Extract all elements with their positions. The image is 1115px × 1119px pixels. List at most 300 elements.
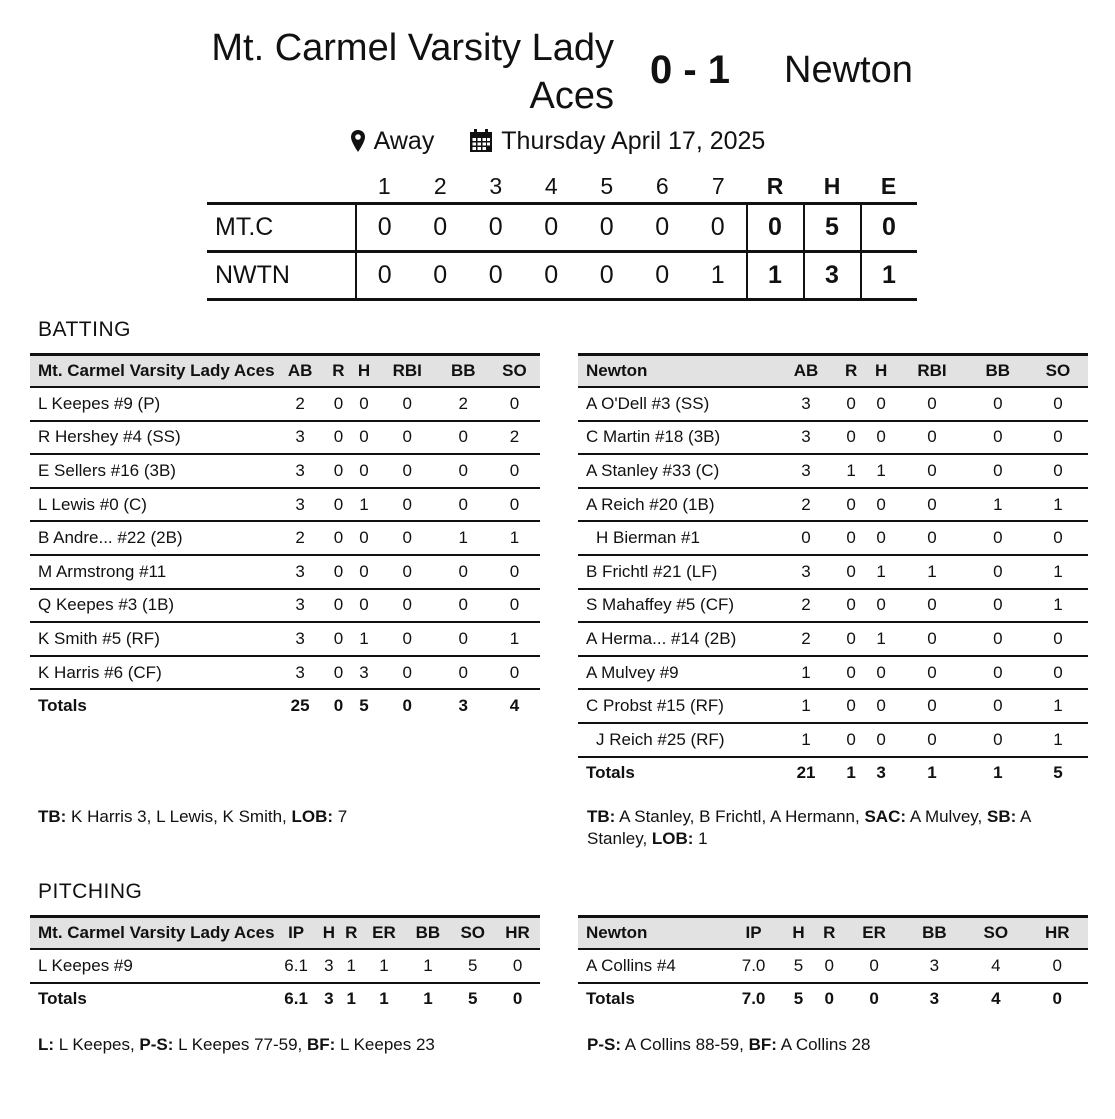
stat-value: 0: [968, 387, 1028, 421]
stat-value: 3: [275, 421, 326, 455]
player-row: [578, 949, 1088, 983]
stat-value: 0: [351, 421, 377, 455]
player-row: [30, 555, 540, 589]
note-key: TB:: [38, 807, 67, 826]
stat-value: 0: [968, 555, 1028, 589]
away-pitching-table: [578, 915, 1088, 1015]
errors-total: 0: [861, 204, 917, 252]
stat-value: 3: [275, 656, 326, 690]
player-name: A Collins #4: [578, 949, 724, 983]
inning-score: 1: [690, 252, 747, 300]
player-name: A Stanley #33 (C): [578, 454, 776, 488]
stat-value: 0: [489, 488, 540, 522]
player-row: [30, 387, 540, 421]
note-key: P-S:: [139, 1035, 174, 1054]
date-info: [469, 124, 765, 158]
stat-value: 0: [968, 521, 1028, 555]
stat-column-header: RBI: [377, 355, 438, 388]
stat-value: 1: [351, 622, 377, 656]
totals-label: Totals: [578, 757, 776, 790]
total-value: 5: [783, 983, 814, 1016]
player-name: R Hershey #4 (SS): [30, 421, 275, 455]
inning-score: 0: [635, 204, 691, 252]
line-score-table: [207, 170, 917, 301]
total-value: 0: [1027, 983, 1088, 1016]
note-text: 1: [693, 829, 708, 848]
player-row: [578, 555, 1088, 589]
player-name: A Herma... #14 (2B): [578, 622, 776, 656]
stat-value: 0: [1028, 521, 1088, 555]
stat-value: 0: [866, 421, 896, 455]
inning-score: 0: [413, 204, 469, 252]
total-value: 5: [1028, 757, 1088, 790]
player-row: [30, 521, 540, 555]
stat-value: 0: [438, 488, 489, 522]
stat-value: 0: [1028, 656, 1088, 690]
stat-value: 3: [776, 421, 836, 455]
stat-value: 0: [866, 656, 896, 690]
inning-header: 3: [468, 170, 524, 204]
stat-value: 0: [845, 949, 904, 983]
stat-value: 1: [340, 949, 362, 983]
hits-header: H: [804, 170, 861, 204]
stat-value: 2: [776, 488, 836, 522]
stat-value: 0: [377, 387, 438, 421]
stat-value: 0: [495, 949, 540, 983]
player-name: A O'Dell #3 (SS): [578, 387, 776, 421]
stat-value: 0: [896, 488, 968, 522]
totals-row: [578, 983, 1088, 1016]
stat-value: 0: [968, 656, 1028, 690]
player-name: K Smith #5 (RF): [30, 622, 275, 656]
stat-column-header: SO: [965, 917, 1026, 950]
stat-value: 0: [866, 521, 896, 555]
runs-total: 1: [747, 252, 804, 300]
note-text: A Collins 28: [776, 1035, 871, 1054]
total-value: 1: [896, 757, 968, 790]
stat-value: 3: [351, 656, 377, 690]
stat-value: 2: [776, 622, 836, 656]
player-row: [578, 421, 1088, 455]
stat-value: 0: [377, 555, 438, 589]
stat-value: 0: [326, 454, 352, 488]
stat-value: 1: [489, 622, 540, 656]
home-batting-table: [30, 353, 540, 722]
stat-value: 0: [377, 421, 438, 455]
inning-header: 6: [635, 170, 691, 204]
stat-value: 0: [814, 949, 845, 983]
inning-score: 0: [356, 204, 413, 252]
note-key: SB:: [986, 807, 1017, 826]
note-text: A Collins 88-59,: [621, 1035, 749, 1054]
stat-value: 1: [866, 622, 896, 656]
player-row: [578, 723, 1088, 757]
note-key: LOB:: [291, 807, 334, 826]
total-value: 4: [489, 689, 540, 722]
stat-value: 1: [351, 488, 377, 522]
stat-value: 0: [377, 622, 438, 656]
note-key: BF:: [748, 1035, 777, 1054]
total-value: 1: [836, 757, 866, 790]
player-name: M Armstrong #11: [30, 555, 275, 589]
stat-value: 1: [1028, 589, 1088, 623]
calendar-icon: [469, 129, 493, 153]
player-row: [30, 656, 540, 690]
stat-value: 0: [489, 589, 540, 623]
stat-column-header: SO: [450, 917, 495, 950]
inning-score: 0: [468, 252, 524, 300]
stat-value: 1: [438, 521, 489, 555]
stat-value: 0: [377, 521, 438, 555]
player-name: J Reich #25 (RF): [578, 723, 776, 757]
stat-value: 3: [776, 555, 836, 589]
inning-header: 7: [690, 170, 747, 204]
stat-value: 0: [1027, 949, 1088, 983]
totals-row: [30, 983, 540, 1016]
inning-score: 0: [524, 252, 580, 300]
stat-value: 1: [362, 949, 405, 983]
stat-value: 0: [351, 387, 377, 421]
stat-value: 0: [866, 689, 896, 723]
player-row: [30, 488, 540, 522]
note-key: LOB:: [651, 829, 694, 848]
player-row: [578, 454, 1088, 488]
line-score-team: MT.C: [207, 204, 356, 252]
stat-value: 0: [438, 656, 489, 690]
stat-value: 4: [965, 949, 1026, 983]
total-value: 1: [968, 757, 1028, 790]
inning-score: 0: [524, 204, 580, 252]
stat-value: 0: [1028, 454, 1088, 488]
player-name: A Mulvey #9: [578, 656, 776, 690]
stat-value: 0: [968, 689, 1028, 723]
inning-header: 2: [413, 170, 469, 204]
stat-value: 3: [275, 589, 326, 623]
stats-header-row: [578, 917, 1088, 950]
away-pitching-notes: [587, 1034, 1092, 1056]
player-name: L Lewis #0 (C): [30, 488, 275, 522]
team-name-header: Mt. Carmel Varsity Lady Aces: [30, 355, 275, 388]
inning-score: 0: [468, 204, 524, 252]
game-meta: [0, 124, 1115, 162]
total-value: 1: [340, 983, 362, 1016]
player-name: Q Keepes #3 (1B): [30, 589, 275, 623]
stat-value: 5: [450, 949, 495, 983]
total-value: 0: [326, 689, 352, 722]
stat-column-header: IP: [724, 917, 783, 950]
player-row: [578, 656, 1088, 690]
note-key: P-S:: [587, 1035, 621, 1054]
note-key: L:: [38, 1035, 55, 1054]
errors-header: E: [861, 170, 917, 204]
stat-value: 0: [326, 387, 352, 421]
player-name: B Andre... #22 (2B): [30, 521, 275, 555]
total-value: 1: [362, 983, 405, 1016]
stat-value: 0: [896, 689, 968, 723]
player-row: [30, 622, 540, 656]
totals-row: [30, 689, 540, 722]
player-row: [30, 421, 540, 455]
stat-column-header: H: [351, 355, 377, 388]
hits-total: 3: [804, 252, 861, 300]
stat-value: 0: [438, 622, 489, 656]
game-score: 0 - 1: [650, 48, 731, 92]
stat-column-header: AB: [275, 355, 326, 388]
stat-column-header: IP: [275, 917, 318, 950]
line-score-row: [207, 252, 917, 300]
player-row: [578, 589, 1088, 623]
stat-value: 1: [866, 454, 896, 488]
stat-value: 0: [896, 521, 968, 555]
stat-value: 1: [836, 454, 866, 488]
stat-value: 0: [351, 589, 377, 623]
stat-value: 0: [836, 589, 866, 623]
stat-value: 1: [776, 656, 836, 690]
total-value: 21: [776, 757, 836, 790]
stat-value: 0: [326, 622, 352, 656]
inning-score: 0: [635, 252, 691, 300]
stat-value: 0: [326, 656, 352, 690]
stat-column-header: R: [836, 355, 866, 388]
stat-value: 0: [489, 387, 540, 421]
pitching-section-title: PITCHING: [38, 880, 143, 903]
stat-value: 0: [326, 589, 352, 623]
stat-value: 0: [377, 656, 438, 690]
stat-value: 0: [896, 387, 968, 421]
location-info: [350, 124, 435, 158]
away-batting-table: [578, 353, 1088, 789]
player-name: H Bierman #1: [578, 521, 776, 555]
runs-header: R: [747, 170, 804, 204]
inning-score: 0: [413, 252, 469, 300]
totals-label: Totals: [30, 983, 275, 1016]
note-text: A Stanley,: [587, 807, 1031, 848]
stat-value: 0: [489, 555, 540, 589]
stat-column-header: R: [340, 917, 362, 950]
total-value: 4: [965, 983, 1026, 1016]
stat-value: 0: [836, 488, 866, 522]
note-text: K Harris 3, L Lewis, K Smith,: [66, 807, 292, 826]
stat-value: 3: [275, 622, 326, 656]
stat-value: 0: [896, 454, 968, 488]
stat-value: 0: [351, 555, 377, 589]
inning-score: 0: [690, 204, 747, 252]
stat-value: 0: [836, 723, 866, 757]
map-pin-icon: [350, 129, 366, 153]
inning-header: 4: [524, 170, 580, 204]
stat-value: 0: [489, 656, 540, 690]
stat-value: 1: [406, 949, 451, 983]
inning-score: 0: [356, 252, 413, 300]
player-row: [578, 488, 1088, 522]
stat-value: 0: [968, 723, 1028, 757]
player-row: [578, 387, 1088, 421]
stat-value: 0: [866, 589, 896, 623]
total-value: 3: [318, 983, 340, 1016]
stat-value: 0: [351, 521, 377, 555]
player-name: K Harris #6 (CF): [30, 656, 275, 690]
total-value: 1: [406, 983, 451, 1016]
stat-column-header: HR: [495, 917, 540, 950]
stat-column-header: H: [866, 355, 896, 388]
line-score-row: [207, 204, 917, 252]
player-row: [30, 454, 540, 488]
stat-value: 3: [318, 949, 340, 983]
stat-value: 0: [836, 689, 866, 723]
stat-value: 2: [275, 521, 326, 555]
total-value: 5: [450, 983, 495, 1016]
stat-value: 0: [896, 656, 968, 690]
stat-value: 0: [438, 454, 489, 488]
note-text: L Keepes,: [54, 1035, 140, 1054]
totals-row: [578, 757, 1088, 790]
stat-value: 1: [1028, 689, 1088, 723]
note-key: BF:: [307, 1035, 336, 1054]
stat-value: 0: [866, 488, 896, 522]
player-row: [578, 521, 1088, 555]
stat-value: 1: [1028, 555, 1088, 589]
player-name: L Keepes #9 (P): [30, 387, 275, 421]
stat-value: 1: [866, 555, 896, 589]
stat-column-header: ER: [362, 917, 405, 950]
player-name: C Probst #15 (RF): [578, 689, 776, 723]
stat-value: 0: [968, 421, 1028, 455]
stat-value: 0: [377, 454, 438, 488]
stat-value: 0: [377, 488, 438, 522]
stat-value: 0: [326, 521, 352, 555]
away-batting-notes: [587, 806, 1092, 850]
player-name: A Reich #20 (1B): [578, 488, 776, 522]
stat-value: 2: [438, 387, 489, 421]
stat-column-header: SO: [1028, 355, 1088, 388]
home-team-name: Mt. Carmel Varsity Lady Aces: [211, 27, 614, 117]
stat-value: 1: [776, 689, 836, 723]
stat-value: 0: [896, 622, 968, 656]
stat-value: 0: [866, 387, 896, 421]
stat-value: 0: [776, 521, 836, 555]
total-value: 25: [275, 689, 326, 722]
stat-value: 0: [836, 622, 866, 656]
line-score-header: [207, 170, 917, 204]
stat-value: 3: [275, 488, 326, 522]
stat-column-header: ER: [845, 917, 904, 950]
note-key: TB:: [587, 807, 616, 826]
stat-value: 0: [438, 589, 489, 623]
stat-value: 5: [783, 949, 814, 983]
stat-value: 0: [489, 454, 540, 488]
home-batting-notes: [38, 806, 538, 828]
stat-value: 0: [351, 454, 377, 488]
stat-value: 0: [836, 555, 866, 589]
stat-column-header: R: [326, 355, 352, 388]
player-name: L Keepes #9: [30, 949, 275, 983]
away-team-name: Newton: [784, 49, 913, 91]
total-value: 3: [438, 689, 489, 722]
hits-total: 5: [804, 204, 861, 252]
total-value: 5: [351, 689, 377, 722]
stat-value: 2: [489, 421, 540, 455]
stat-value: 6.1: [275, 949, 318, 983]
stats-header-row: [578, 355, 1088, 388]
stats-header-row: [30, 917, 540, 950]
stat-value: 0: [836, 421, 866, 455]
stat-value: 0: [326, 555, 352, 589]
total-value: 0: [845, 983, 904, 1016]
stat-column-header: H: [783, 917, 814, 950]
stat-column-header: RBI: [896, 355, 968, 388]
stat-value: 1: [489, 521, 540, 555]
note-text: 7: [333, 807, 348, 826]
stat-value: 0: [1028, 622, 1088, 656]
stat-value: 0: [1028, 421, 1088, 455]
line-score-team-header: [207, 170, 356, 204]
totals-label: Totals: [30, 689, 275, 722]
stat-value: 0: [438, 421, 489, 455]
stat-value: 2: [275, 387, 326, 421]
inning-header: 5: [579, 170, 635, 204]
stat-value: 0: [326, 421, 352, 455]
player-row: [30, 589, 540, 623]
stat-value: 0: [836, 521, 866, 555]
total-value: 7.0: [724, 983, 783, 1016]
total-value: 3: [904, 983, 965, 1016]
stat-value: 0: [968, 589, 1028, 623]
stat-column-header: BB: [968, 355, 1028, 388]
stat-value: 3: [275, 454, 326, 488]
player-name: C Martin #18 (3B): [578, 421, 776, 455]
total-value: 0: [495, 983, 540, 1016]
stat-value: 0: [866, 723, 896, 757]
stat-value: 7.0: [724, 949, 783, 983]
player-name: S Mahaffey #5 (CF): [578, 589, 776, 623]
stat-column-header: BB: [438, 355, 489, 388]
home-pitching-notes: [38, 1034, 548, 1056]
errors-total: 1: [861, 252, 917, 300]
inning-header: 1: [356, 170, 413, 204]
stat-value: 0: [896, 723, 968, 757]
totals-label: Totals: [578, 983, 724, 1016]
stat-column-header: BB: [406, 917, 451, 950]
stat-value: 0: [968, 454, 1028, 488]
stat-value: 3: [904, 949, 965, 983]
player-row: [578, 622, 1088, 656]
player-row: [578, 689, 1088, 723]
stat-column-header: BB: [904, 917, 965, 950]
stat-value: 1: [968, 488, 1028, 522]
note-text: L Keepes 23: [335, 1035, 435, 1054]
stat-value: 0: [896, 589, 968, 623]
stat-value: 0: [1028, 387, 1088, 421]
total-value: 6.1: [275, 983, 318, 1016]
stat-column-header: HR: [1027, 917, 1088, 950]
stat-value: 1: [1028, 723, 1088, 757]
stat-value: 1: [896, 555, 968, 589]
stat-value: 0: [896, 421, 968, 455]
line-score-team: NWTN: [207, 252, 356, 300]
stat-column-header: H: [318, 917, 340, 950]
total-value: 0: [377, 689, 438, 722]
stat-value: 0: [438, 555, 489, 589]
stat-column-header: AB: [776, 355, 836, 388]
stat-value: 1: [776, 723, 836, 757]
inning-score: 0: [579, 252, 635, 300]
batting-section-title: BATTING: [38, 318, 131, 341]
stat-value: 0: [968, 622, 1028, 656]
team-name-header: Mt. Carmel Varsity Lady Aces: [30, 917, 275, 950]
player-row: [30, 949, 540, 983]
home-pitching-table: [30, 915, 540, 1015]
stat-value: 0: [326, 488, 352, 522]
